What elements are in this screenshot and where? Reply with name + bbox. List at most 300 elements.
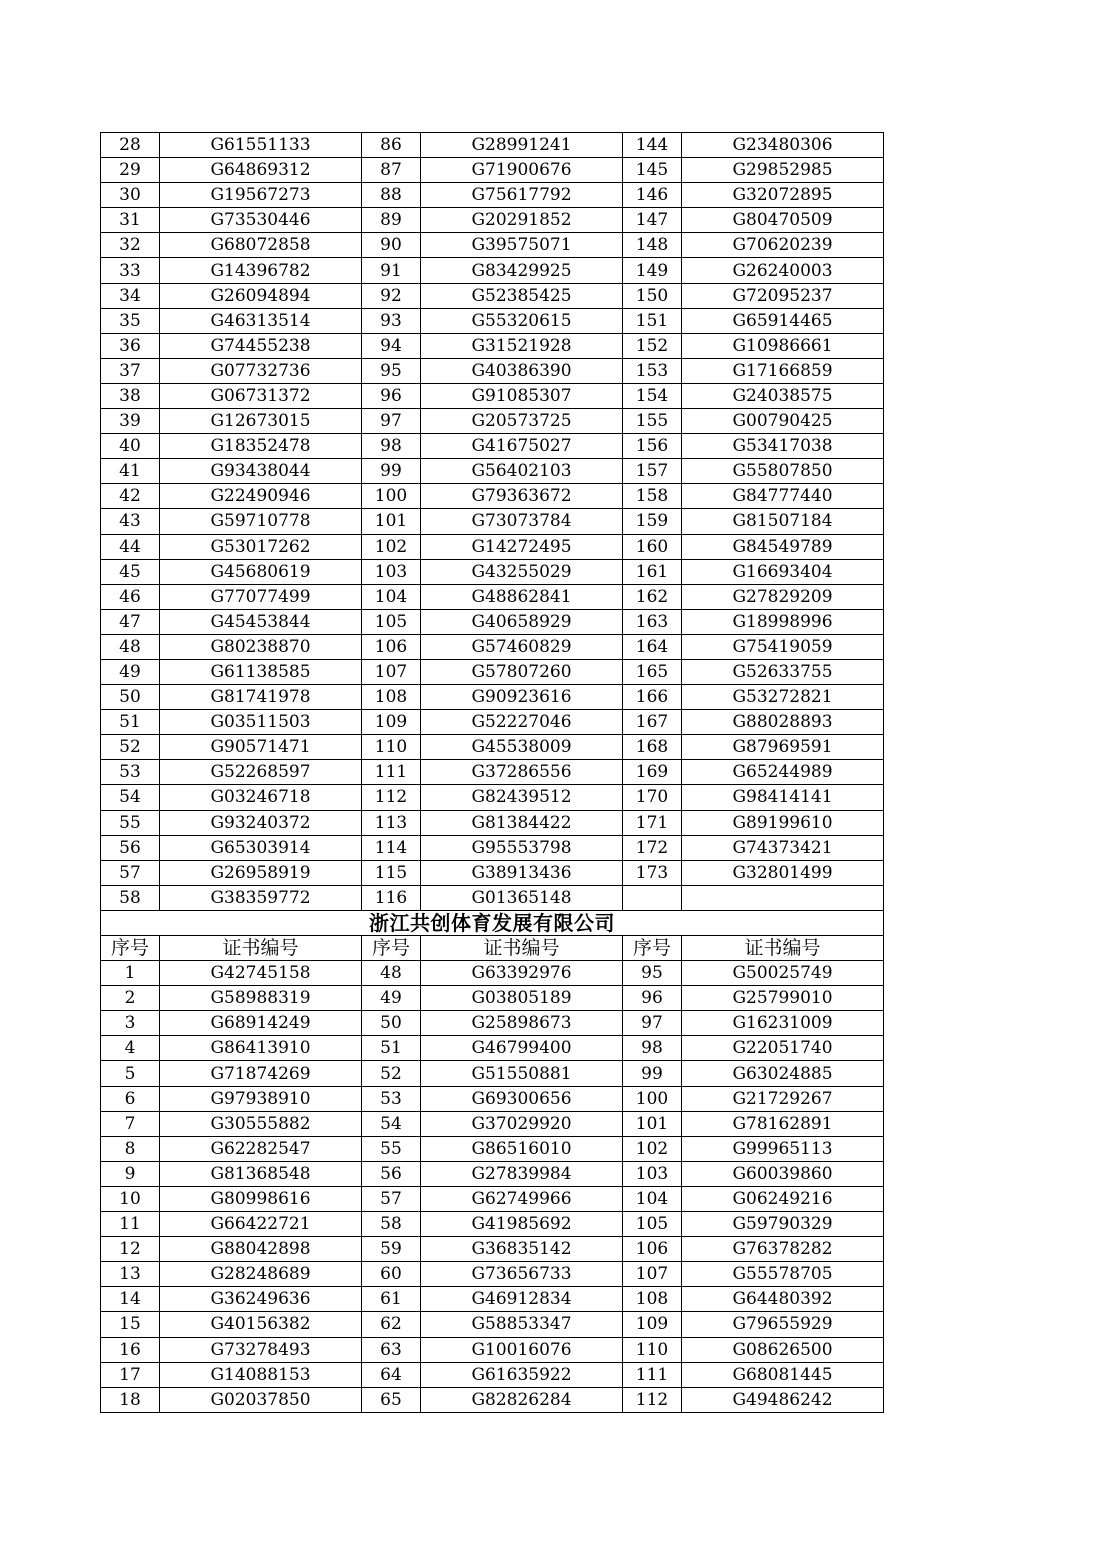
cert-number-cell: G28248689	[160, 1262, 362, 1287]
cert-number-cell: G63392976	[421, 961, 623, 986]
seq-cell: 152	[623, 333, 682, 358]
cert-number-cell: G38359772	[160, 885, 362, 910]
seq-cell: 172	[623, 835, 682, 860]
table-row	[101, 308, 884, 333]
cert-number-cell: G53272821	[682, 685, 884, 710]
cert-number-cell: G59790329	[682, 1212, 884, 1237]
table-row	[101, 383, 884, 408]
seq-cell: 153	[623, 358, 682, 383]
seq-cell: 18	[101, 1387, 160, 1412]
table-row	[101, 434, 884, 459]
seq-cell: 104	[362, 584, 421, 609]
table-row	[101, 1262, 884, 1287]
cert-number-cell: G55578705	[682, 1262, 884, 1287]
cert-number-cell: G40386390	[421, 358, 623, 383]
cert-number-cell: G30555882	[160, 1111, 362, 1136]
table-row	[101, 1237, 884, 1262]
cert-number-cell: G99965113	[682, 1136, 884, 1161]
seq-cell: 105	[362, 609, 421, 634]
table-row	[101, 559, 884, 584]
seq-cell: 1	[101, 961, 160, 986]
cert-number-cell: G03511503	[160, 710, 362, 735]
cert-number-cell: G18352478	[160, 434, 362, 459]
seq-cell: 51	[101, 710, 160, 735]
cert-number-cell: G32801499	[682, 860, 884, 885]
seq-cell: 38	[101, 383, 160, 408]
seq-cell: 171	[623, 810, 682, 835]
cert-number-cell: G19567273	[160, 183, 362, 208]
cert-number-cell: G93438044	[160, 459, 362, 484]
cert-number-cell: G46912834	[421, 1287, 623, 1312]
seq-cell: 106	[362, 634, 421, 659]
cert-number-cell: G12673015	[160, 409, 362, 434]
seq-cell: 9	[101, 1161, 160, 1186]
seq-cell: 10	[101, 1186, 160, 1211]
seq-cell: 55	[101, 810, 160, 835]
seq-cell: 7	[101, 1111, 160, 1136]
seq-cell: 163	[623, 609, 682, 634]
cert-number-cell: G73530446	[160, 208, 362, 233]
cert-number-cell: G16693404	[682, 559, 884, 584]
cert-number-cell: G72095237	[682, 283, 884, 308]
table-row	[101, 158, 884, 183]
cert-number-cell: G53017262	[160, 534, 362, 559]
cert-number-cell: G58853347	[421, 1312, 623, 1337]
seq-cell: 54	[362, 1111, 421, 1136]
cert-number-cell: G93240372	[160, 810, 362, 835]
cert-number-cell: G46799400	[421, 1036, 623, 1061]
cert-number-cell: G80238870	[160, 634, 362, 659]
cert-number-cell: G43255029	[421, 559, 623, 584]
seq-cell: 36	[101, 333, 160, 358]
seq-cell: 99	[623, 1061, 682, 1086]
cert-number-cell: G53417038	[682, 434, 884, 459]
cert-number-cell: G88028893	[682, 710, 884, 735]
cert-number-cell: G61138585	[160, 659, 362, 684]
seq-cell: 115	[362, 860, 421, 885]
seq-cell: 165	[623, 659, 682, 684]
seq-cell: 48	[101, 634, 160, 659]
cert-number-cell: G26240003	[682, 258, 884, 283]
cert-number-cell: G14088153	[160, 1362, 362, 1387]
seq-cell: 108	[623, 1287, 682, 1312]
cert-number-cell: G06731372	[160, 383, 362, 408]
seq-cell: 93	[362, 308, 421, 333]
cert-number-cell: G40658929	[421, 609, 623, 634]
seq-cell: 58	[101, 885, 160, 910]
cert-number-cell: G08626500	[682, 1337, 884, 1362]
table-row	[101, 509, 884, 534]
cert-number-cell: G06249216	[682, 1186, 884, 1211]
cert-number-cell: G17166859	[682, 358, 884, 383]
cert-number-cell: G55320615	[421, 308, 623, 333]
seq-cell: 94	[362, 333, 421, 358]
seq-cell: 5	[101, 1061, 160, 1086]
cert-number-cell: G37286556	[421, 760, 623, 785]
cert-number-cell: G37029920	[421, 1111, 623, 1136]
cert-number-cell: G18998996	[682, 609, 884, 634]
cert-number-cell: G78162891	[682, 1111, 884, 1136]
table-row	[101, 885, 884, 910]
table-row	[101, 208, 884, 233]
cert-number-cell: G38913436	[421, 860, 623, 885]
seq-cell: 101	[623, 1111, 682, 1136]
table-row	[101, 484, 884, 509]
seq-cell: 100	[362, 484, 421, 509]
seq-cell: 95	[362, 358, 421, 383]
cert-number-cell: G66422721	[160, 1212, 362, 1237]
seq-cell: 92	[362, 283, 421, 308]
seq-cell: 50	[362, 1011, 421, 1036]
seq-cell: 86	[362, 133, 421, 158]
cert-number-cell: G73656733	[421, 1262, 623, 1287]
cert-number-cell: G46313514	[160, 308, 362, 333]
seq-cell: 158	[623, 484, 682, 509]
cert-number-cell: G31521928	[421, 333, 623, 358]
column-header-row	[101, 936, 884, 961]
seq-cell: 63	[362, 1337, 421, 1362]
seq-cell: 32	[101, 233, 160, 258]
table-row	[101, 659, 884, 684]
seq-cell: 56	[101, 835, 160, 860]
table-row	[101, 1061, 884, 1086]
seq-cell: 11	[101, 1212, 160, 1237]
seq-cell: 147	[623, 208, 682, 233]
seq-cell: 103	[362, 559, 421, 584]
table-row	[101, 233, 884, 258]
seq-cell: 109	[623, 1312, 682, 1337]
table-row	[101, 1111, 884, 1136]
cert-number-cell: G71874269	[160, 1061, 362, 1086]
seq-cell: 160	[623, 534, 682, 559]
seq-cell: 155	[623, 409, 682, 434]
seq-cell: 145	[623, 158, 682, 183]
cert-number-cell: G86516010	[421, 1136, 623, 1161]
cert-number-cell: G98414141	[682, 785, 884, 810]
seq-cell: 99	[362, 459, 421, 484]
table-row	[101, 1086, 884, 1111]
cert-number-cell: G45453844	[160, 609, 362, 634]
table-row	[101, 986, 884, 1011]
table-row	[101, 1011, 884, 1036]
seq-cell: 48	[362, 961, 421, 986]
cert-number-cell: G61635922	[421, 1362, 623, 1387]
table-row	[101, 1362, 884, 1387]
cert-number-cell: G76378282	[682, 1237, 884, 1262]
cert-number-cell: G75617792	[421, 183, 623, 208]
table-row	[101, 333, 884, 358]
table-row	[101, 459, 884, 484]
seq-cell: 59	[362, 1237, 421, 1262]
cert-number-cell: G22490946	[160, 484, 362, 509]
seq-cell: 13	[101, 1262, 160, 1287]
seq-cell: 150	[623, 283, 682, 308]
cert-number-cell: G45538009	[421, 735, 623, 760]
cert-number-cell: G25898673	[421, 1011, 623, 1036]
seq-cell: 89	[362, 208, 421, 233]
header-seq: 序号	[101, 936, 160, 961]
table-row	[101, 534, 884, 559]
table-row	[101, 1287, 884, 1312]
cert-number-cell: G24038575	[682, 383, 884, 408]
table-row	[101, 1036, 884, 1061]
table-row	[101, 760, 884, 785]
table-row	[101, 710, 884, 735]
seq-cell: 111	[623, 1362, 682, 1387]
seq-cell: 60	[362, 1262, 421, 1287]
seq-cell: 30	[101, 183, 160, 208]
cert-number-cell: G79363672	[421, 484, 623, 509]
section-2-body	[101, 961, 884, 1413]
cert-number-cell: G28991241	[421, 133, 623, 158]
table-row	[101, 258, 884, 283]
seq-cell: 161	[623, 559, 682, 584]
cert-number-cell: G65244989	[682, 760, 884, 785]
cert-number-cell: G60039860	[682, 1161, 884, 1186]
cert-number-cell: G41675027	[421, 434, 623, 459]
table-row	[101, 133, 884, 158]
seq-cell: 64	[362, 1362, 421, 1387]
seq-cell: 144	[623, 133, 682, 158]
seq-cell: 88	[362, 183, 421, 208]
seq-cell: 149	[623, 258, 682, 283]
seq-cell: 53	[101, 760, 160, 785]
cert-number-cell: G03805189	[421, 986, 623, 1011]
seq-cell: 56	[362, 1161, 421, 1186]
table-row	[101, 183, 884, 208]
seq-cell: 42	[101, 484, 160, 509]
seq-cell: 12	[101, 1237, 160, 1262]
seq-cell: 61	[362, 1287, 421, 1312]
seq-cell: 98	[362, 434, 421, 459]
cert-number-cell: G52268597	[160, 760, 362, 785]
seq-cell: 109	[362, 710, 421, 735]
cert-number-cell: G62282547	[160, 1136, 362, 1161]
cert-number-cell: G52227046	[421, 710, 623, 735]
cert-number-cell: G51550881	[421, 1061, 623, 1086]
cert-number-cell: G26094894	[160, 283, 362, 308]
cert-number-cell: G20291852	[421, 208, 623, 233]
seq-cell: 168	[623, 735, 682, 760]
cert-number-cell: G23480306	[682, 133, 884, 158]
seq-cell: 14	[101, 1287, 160, 1312]
company-title-row	[101, 910, 884, 935]
cert-number-cell: G87969591	[682, 735, 884, 760]
cert-number-cell: G32072895	[682, 183, 884, 208]
seq-cell: 167	[623, 710, 682, 735]
seq-cell: 40	[101, 434, 160, 459]
table-row	[101, 609, 884, 634]
seq-cell: 90	[362, 233, 421, 258]
cert-number-cell: G64869312	[160, 158, 362, 183]
seq-cell: 44	[101, 534, 160, 559]
seq-cell: 111	[362, 760, 421, 785]
cert-number-cell: G41985692	[421, 1212, 623, 1237]
cert-number-cell: G70620239	[682, 233, 884, 258]
table-row	[101, 1161, 884, 1186]
seq-cell: 96	[362, 383, 421, 408]
table-row	[101, 1387, 884, 1412]
table-row	[101, 1136, 884, 1161]
seq-cell: 54	[101, 785, 160, 810]
cert-number-cell: G00790425	[682, 409, 884, 434]
cert-number-cell: G52385425	[421, 283, 623, 308]
seq-cell: 104	[623, 1186, 682, 1211]
seq-cell: 51	[362, 1036, 421, 1061]
seq-cell: 164	[623, 634, 682, 659]
cert-number-cell: G36249636	[160, 1287, 362, 1312]
cert-number-cell: G80470509	[682, 208, 884, 233]
table-row	[101, 735, 884, 760]
cert-number-cell: G36835142	[421, 1237, 623, 1262]
cert-number-cell: G91085307	[421, 383, 623, 408]
seq-cell: 3	[101, 1011, 160, 1036]
cert-number-cell: G68081445	[682, 1362, 884, 1387]
table-row	[101, 1212, 884, 1237]
seq-cell: 17	[101, 1362, 160, 1387]
seq-cell: 46	[101, 584, 160, 609]
seq-cell: 62	[362, 1312, 421, 1337]
seq-cell: 45	[101, 559, 160, 584]
seq-cell: 146	[623, 183, 682, 208]
cert-number-cell: G56402103	[421, 459, 623, 484]
cert-number-cell: G03246718	[160, 785, 362, 810]
cert-number-cell: G77077499	[160, 584, 362, 609]
cert-number-cell: G27839984	[421, 1161, 623, 1186]
cert-number-cell: G01365148	[421, 885, 623, 910]
seq-cell: 100	[623, 1086, 682, 1111]
cert-number-cell: G81368548	[160, 1161, 362, 1186]
seq-cell: 148	[623, 233, 682, 258]
seq-cell	[623, 885, 682, 910]
cert-number-cell: G83429925	[421, 258, 623, 283]
header-seq: 序号	[362, 936, 421, 961]
seq-cell: 107	[362, 659, 421, 684]
cert-number-cell: G40156382	[160, 1312, 362, 1337]
seq-cell: 58	[362, 1212, 421, 1237]
cert-number-cell: G79655929	[682, 1312, 884, 1337]
cert-number-cell: G89199610	[682, 810, 884, 835]
seq-cell: 2	[101, 986, 160, 1011]
cert-number-cell: G39575071	[421, 233, 623, 258]
seq-cell: 151	[623, 308, 682, 333]
cert-number-cell: G74455238	[160, 333, 362, 358]
cert-number-cell: G75419059	[682, 634, 884, 659]
seq-cell: 101	[362, 509, 421, 534]
table-row	[101, 1186, 884, 1211]
cert-number-cell: G02037850	[160, 1387, 362, 1412]
cert-number-cell: G71900676	[421, 158, 623, 183]
seq-cell: 52	[362, 1061, 421, 1086]
seq-cell: 53	[362, 1086, 421, 1111]
table-row	[101, 634, 884, 659]
seq-cell: 35	[101, 308, 160, 333]
seq-cell: 28	[101, 133, 160, 158]
seq-cell: 102	[362, 534, 421, 559]
cert-number-cell: G68072858	[160, 233, 362, 258]
table-row	[101, 1337, 884, 1362]
header-cert-no: 证书编号	[421, 936, 623, 961]
section-2-header	[101, 910, 884, 960]
cert-number-cell: G86413910	[160, 1036, 362, 1061]
cert-number-cell: G84777440	[682, 484, 884, 509]
seq-cell: 55	[362, 1136, 421, 1161]
seq-cell: 49	[101, 659, 160, 684]
seq-cell: 37	[101, 358, 160, 383]
header-seq: 序号	[623, 936, 682, 961]
cert-number-cell: G14272495	[421, 534, 623, 559]
cert-number-cell: G74373421	[682, 835, 884, 860]
cert-number-cell: G63024885	[682, 1061, 884, 1086]
seq-cell: 6	[101, 1086, 160, 1111]
seq-cell: 97	[362, 409, 421, 434]
table-row	[101, 785, 884, 810]
seq-cell: 34	[101, 283, 160, 308]
cert-number-cell: G88042898	[160, 1237, 362, 1262]
seq-cell: 112	[623, 1387, 682, 1412]
cert-number-cell: G27829209	[682, 584, 884, 609]
cert-number-cell: G82439512	[421, 785, 623, 810]
seq-cell: 114	[362, 835, 421, 860]
table-row	[101, 835, 884, 860]
cert-number-cell: G62749966	[421, 1186, 623, 1211]
seq-cell: 4	[101, 1036, 160, 1061]
seq-cell: 57	[101, 860, 160, 885]
certificate-table	[100, 132, 884, 1413]
seq-cell: 110	[362, 735, 421, 760]
seq-cell: 102	[623, 1136, 682, 1161]
cert-number-cell: G81507184	[682, 509, 884, 534]
table-row	[101, 584, 884, 609]
cert-number-cell: G69300656	[421, 1086, 623, 1111]
cert-number-cell: G55807850	[682, 459, 884, 484]
cert-number-cell: G49486242	[682, 1387, 884, 1412]
cert-number-cell	[682, 885, 884, 910]
table-row	[101, 860, 884, 885]
company-title: 浙江共创体育发展有限公司	[101, 910, 884, 935]
seq-cell: 87	[362, 158, 421, 183]
cert-number-cell: G07732736	[160, 358, 362, 383]
seq-cell: 95	[623, 961, 682, 986]
seq-cell: 65	[362, 1387, 421, 1412]
cert-number-cell: G84549789	[682, 534, 884, 559]
cert-number-cell: G26958919	[160, 860, 362, 885]
seq-cell: 97	[623, 1011, 682, 1036]
seq-cell: 157	[623, 459, 682, 484]
cert-number-cell: G58988319	[160, 986, 362, 1011]
cert-number-cell: G21729267	[682, 1086, 884, 1111]
seq-cell: 33	[101, 258, 160, 283]
cert-number-cell: G16231009	[682, 1011, 884, 1036]
seq-cell: 57	[362, 1186, 421, 1211]
cert-number-cell: G68914249	[160, 1011, 362, 1036]
cert-number-cell: G73278493	[160, 1337, 362, 1362]
header-cert-no: 证书编号	[160, 936, 362, 961]
seq-cell: 41	[101, 459, 160, 484]
seq-cell: 47	[101, 609, 160, 634]
cert-number-cell: G29852985	[682, 158, 884, 183]
seq-cell: 106	[623, 1237, 682, 1262]
seq-cell: 29	[101, 158, 160, 183]
cert-number-cell: G64480392	[682, 1287, 884, 1312]
cert-number-cell: G81384422	[421, 810, 623, 835]
seq-cell: 49	[362, 986, 421, 1011]
cert-number-cell: G57460829	[421, 634, 623, 659]
table-row	[101, 358, 884, 383]
cert-number-cell: G81741978	[160, 685, 362, 710]
cert-number-cell: G10016076	[421, 1337, 623, 1362]
table-row	[101, 283, 884, 308]
